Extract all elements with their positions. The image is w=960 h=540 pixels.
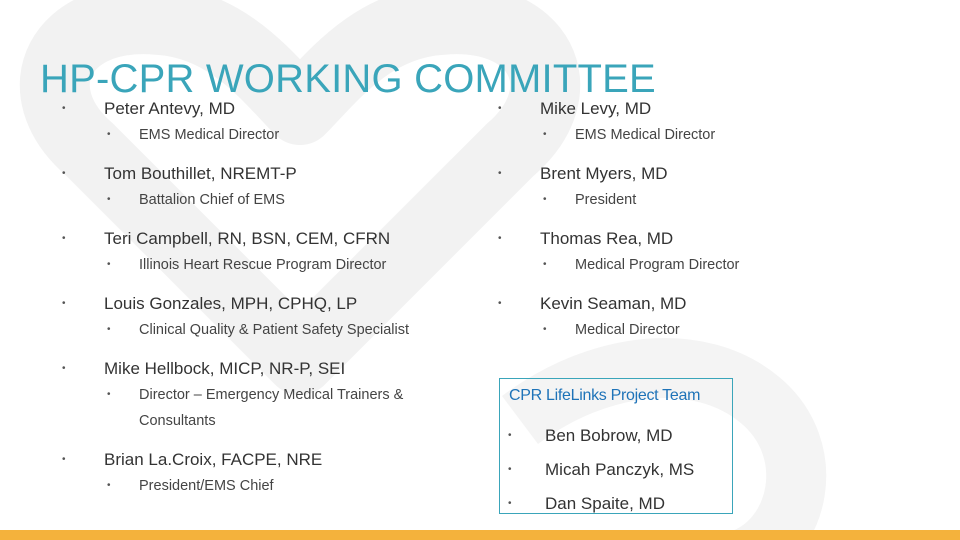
bullet-icon: • [62,103,66,114]
member-name-row [62,447,482,473]
member-name-row [498,291,798,317]
member-role: EMS Medical Director [575,127,716,143]
bullet-icon: • [62,298,66,309]
member-name: Louis Gonzales, MPH, CPHQ, LP [104,294,358,313]
member-role-row [498,317,798,343]
bullet-icon: • [62,363,66,374]
member-role-row [62,317,482,343]
bullet-icon: • [543,194,547,205]
member-name: Brian La.Croix, FACPE, NRE [104,450,323,469]
member-role-row [498,122,798,148]
committee-member [62,356,482,434]
committee-member [498,291,798,343]
committee-member [62,226,482,278]
bullet-icon: • [498,103,502,114]
lifelinks-list [508,419,728,521]
bullet-icon: • [107,129,111,140]
member-role-row [498,252,798,278]
committee-member [62,291,482,343]
bullet-icon: • [107,324,111,335]
bullet-icon: • [498,233,502,244]
member-role: Battalion Chief of EMS [139,192,285,208]
member-role-row [62,473,482,499]
member-role: EMS Medical Director [139,127,280,143]
lifelinks-member: Dan Spaite, MD [545,494,665,513]
bullet-icon: • [508,464,512,475]
bullet-icon: • [107,389,111,400]
committee-member [62,161,482,213]
bullet-icon: • [508,430,512,441]
member-name: Mike Hellbock, MICP, NR-P, SEI [104,359,346,378]
member-role-row [498,187,798,213]
bullet-icon: • [107,259,111,270]
member-name: Kevin Seaman, MD [540,294,687,313]
bullet-icon: • [543,324,547,335]
committee-member [498,226,798,278]
bullet-icon: • [498,168,502,179]
bullet-icon: • [107,480,111,491]
bullet-icon: • [508,498,512,509]
member-name: Peter Antevy, MD [104,99,236,118]
bullet-icon: • [62,454,66,465]
bullet-icon: • [543,129,547,140]
member-role-row [62,382,482,434]
member-name-row [498,161,798,187]
member-role-row [62,252,482,278]
member-name: Thomas Rea, MD [540,229,674,248]
member-name-row [62,356,482,382]
lifelinks-title: CPR LifeLinks Project Team [509,387,701,404]
committee-member [62,96,482,148]
member-name: Brent Myers, MD [540,164,668,183]
bullet-icon: • [498,298,502,309]
member-name-row [498,226,798,252]
member-role: Medical Director [575,322,680,338]
committee-member [498,161,798,213]
lifelinks-member: Ben Bobrow, MD [545,426,673,445]
member-role: President/EMS Chief [139,478,274,494]
bullet-icon: • [62,168,66,179]
committee-right-column [498,96,798,356]
bullet-icon: • [107,194,111,205]
bullet-icon: • [543,259,547,270]
member-role: Director – Emergency Medical Trainers & Consultants [139,387,404,429]
member-role: President [575,192,637,208]
member-name: Teri Campbell, RN, BSN, CEM, CFRN [104,229,391,248]
list-item [508,419,728,453]
member-name: Mike Levy, MD [540,99,652,118]
member-name: Tom Bouthillet, NREMT-P [104,164,297,183]
committee-member [62,447,482,499]
member-name-row [62,226,482,252]
page-title: HP-CPR WORKING COMMITTEE [40,56,656,101]
member-name-row [498,96,798,122]
member-role-row [62,122,482,148]
member-role: Clinical Quality & Patient Safety Specialist [139,322,409,338]
list-item [508,453,728,487]
member-name-row [62,161,482,187]
member-role-row [62,187,482,213]
committee-member [498,96,798,148]
committee-left-column [62,96,482,512]
bullet-icon: • [62,233,66,244]
accent-bar [0,530,960,540]
member-name-row [62,96,482,122]
member-name-row [62,291,482,317]
lifelinks-team-box [499,378,733,514]
member-role: Medical Program Director [575,257,740,273]
list-item [508,487,728,521]
lifelinks-member: Micah Panczyk, MS [545,460,695,479]
member-role: Illinois Heart Rescue Program Director [139,257,387,273]
